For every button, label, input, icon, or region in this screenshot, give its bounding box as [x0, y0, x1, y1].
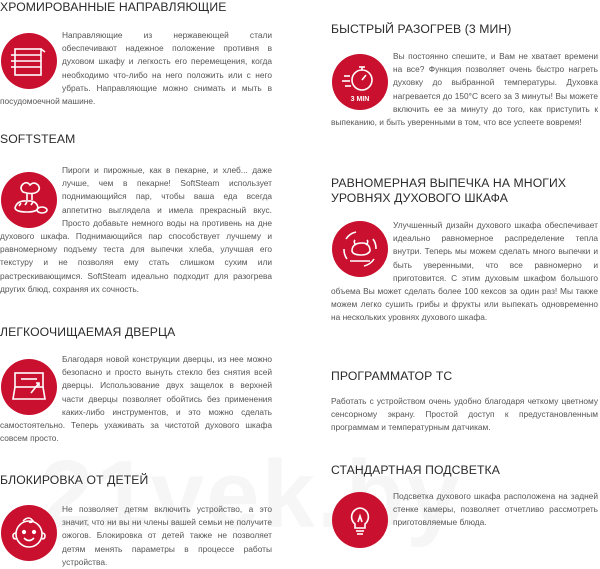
rails-icon [1, 33, 57, 89]
stopwatch-label: 3 MIN [350, 96, 370, 103]
feature-easy-clean-door [0, 325, 272, 445]
feature-even-baking [331, 176, 598, 325]
feature-programmer-tc [331, 369, 598, 435]
child-face-icon [1, 505, 57, 561]
light-bulb-icon [332, 492, 388, 548]
feature-title: ПРОГРАММАТОР ТС [331, 369, 453, 383]
feature-child-lock [0, 473, 272, 569]
feature-text: Направляющие из нержавеющей стали обеспечивают надежное положение противня в духовом шкафу и легкость его перемещения, когда необходимо что-либо на него положить или с него убрать. Направляющие можно снимать и мыть в посудомоечной машине. [0, 30, 272, 107]
feature-title: РАВНОМЕРНАЯ ВЫПЕЧКА НА МНОГИХ УРОВНЯХ ДУХОВОГО ШКАФА [331, 176, 567, 205]
feature-title: ХРОМИРОВАННЫЕ НАПРАВЛЯЮЩИЕ [0, 0, 227, 14]
feature-text: Пироги и пирожные, как в пекарне, и хлеб... даже лучше, чем в пекарне! SoftSteam использует поднимающийся пар, чтобы ваша еда всегда аппетитно выглядела и имела прекрасный вкус. Просто добавьте немного воды на противень на дне духового шкафа. Поднимающийся пар способствует лучшему и равномерному подъему теста для выпечки хлеба, улучшая его текстуру и не позволяя ему стать слишком сухим или растрескивающимся. SoftSteam идеально подходит для разогрева других блюд, сохраняя их сочность. [0, 165, 272, 294]
feature-fast-heat [331, 22, 598, 129]
feature-text: Улучшенный дизайн духового шкафа обеспечивает идеально равномерное распределение тепла внутри. Теперь мы можем сделать много выпечки и быть уверенными, что все равномерно и приготовится. С этим духовым шкафом большого объема Вы может сделать более 100 кексов за один раз! Мы также можем легко сушить грибы и фрукты или выпекать одновременно на нескольких уровнях духового шкафа. [331, 220, 598, 323]
feature-text: Не позволяет детям включить устройство, а это значит, что ни вы ни члены вашей семьи не получите ожогов. Блокировка от детей также не позволяет детям менять параметры в процессе работы устройства. [62, 504, 272, 567]
feature-title: SOFTSTEAM [0, 132, 76, 146]
feature-text: Благодаря новой конструкции дверцы, из нее можно безопасно и просто вынуть стекло без снятия всей дверцы. Использование двух защелок в верхней части дверцы позволяет обойтись без применения каких-либо инструментов, и это можно сделать самостоятельно. Теперь ухаживать за чистотой духового шкафа совсем просто. [0, 354, 272, 444]
feature-standard-light [331, 463, 598, 552]
oven-door-icon [1, 359, 57, 415]
stopwatch-icon [332, 54, 388, 110]
feature-softsteam [0, 132, 272, 296]
even-baking-icon [332, 221, 388, 277]
feature-title: ЛЕГКООЧИЩАЕМАЯ ДВЕРЦА [0, 325, 176, 339]
feature-title: БЫСТРЫЙ РАЗОГРЕВ (3 МИН) [331, 22, 512, 36]
feature-text: Подсветка духового шкафа расположена на задней стенке камеры, позволяет отчетливо рассмотреть приготовляемые блюда. [393, 491, 598, 528]
feature-text: Вы постоянно спешите, и Вам не хватает времени на все? Функция позволяет очень быстро нагреть духовку до выбранной температуры. Духовка нагревается до 150°C всего за 3 минуты! Вы можете включить ее за минуту до того, как приступить к выпеканию, и быть уверенными в том, что все успеете вовремя! [331, 51, 598, 128]
feature-title: СТАНДАРТНАЯ ПОДСВЕТКА [331, 463, 500, 477]
feature-chrome-rails [0, 0, 272, 108]
feature-title: БЛОКИРОВКА ОТ ДЕТЕЙ [0, 473, 149, 487]
bread-steam-icon [1, 172, 57, 228]
feature-text: Работать с устройством очень удобно благодаря четкому цветному сенсорному экрану. Простой доступ к предустановленным программам и температурным датчикам. [331, 396, 598, 433]
